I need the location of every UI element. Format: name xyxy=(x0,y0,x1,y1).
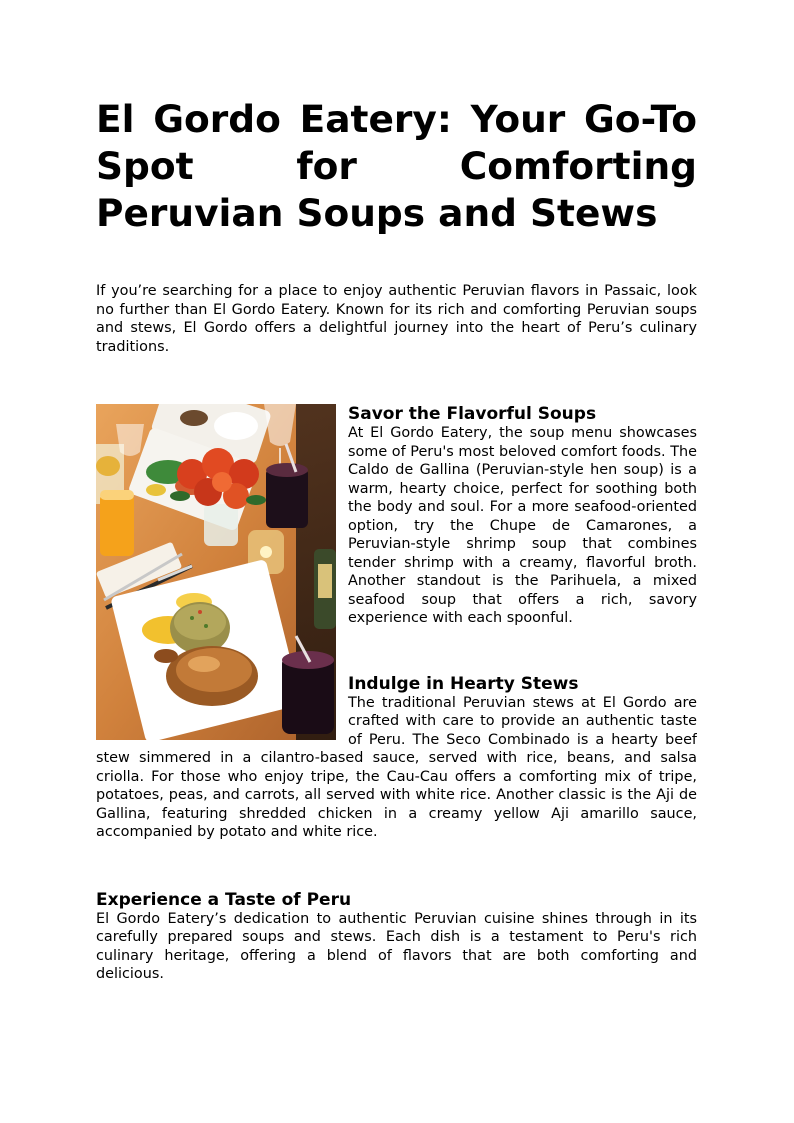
section-body-stews: The traditional Peruvian stews at El Gordo are crafted with care to provide an authentic taste of Peru. The Seco Combinado is a hearty beef stew simmered in a cilantro-based sauce, served with rice, beans, and salsa criolla. For those who enjoy tripe, the Cau-Cau offers a comforting mix of tripe, potatoes, peas, and carrots, all served with white rice. Another classic is the Aji de Gallina, featuring shredded chicken in a creamy yellow Aji amarillo sauce, accompanied by potato and white rice. xyxy=(96,694,697,840)
food-section xyxy=(96,404,697,842)
section-heading-stews: Indulge in Hearty Stews xyxy=(348,673,579,694)
intro-paragraph: If you’re searching for a place to enjoy authentic Peruvian flavors in Passaic, look no further than El Gordo Eatery. Known for its rich and comforting Peruvian soups and stews, El Gordo offers a delightful journey into the heart of Peru’s culinary traditions. xyxy=(96,283,697,355)
article xyxy=(96,96,697,984)
section-heading-soups: Savor the Flavorful Soups xyxy=(348,404,597,424)
section-heading-peru: Experience a Taste of Peru xyxy=(96,889,352,910)
page-title: El Gordo Eatery: Your Go-To Spot for Comforting Peruvian Soups and Stews xyxy=(96,97,697,235)
food-photo xyxy=(96,404,336,740)
peru-section xyxy=(96,890,697,984)
section-body-peru: El Gordo Eatery’s dedication to authentic Peruvian cuisine shines through in its carefully prepared soups and stews. Each dish is a testament to Peru's rich culinary heritage, offering a blend of flavors that are both comforting and delicious. xyxy=(96,910,697,982)
section-body-soups: At El Gordo Eatery, the soup menu showcases some of Peru's most beloved comfort foods. The Caldo de Gallina (Peruvian-style hen soup) is a warm, hearty choice, perfect for soothing both the body and soul. For a more seafood-oriented option, try the Chupe de Camarones, a Peruvian-style shrimp soup that combines tender shrimp with a creamy, flavorful broth. Another standout is the Parihuela, a mixed seafood soup that offers a rich, savory experience with each spoonful. xyxy=(348,425,697,626)
